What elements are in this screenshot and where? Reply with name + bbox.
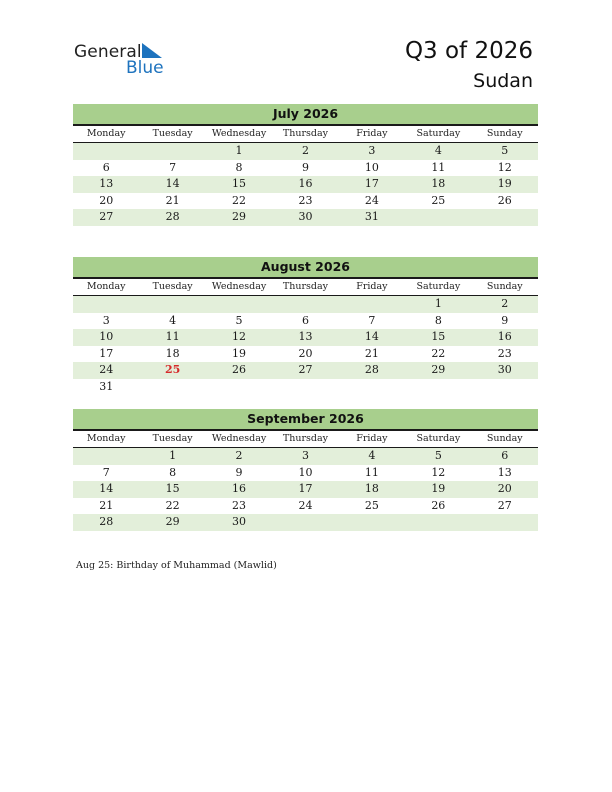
empty-cell bbox=[206, 296, 272, 313]
date-cell: 25 bbox=[364, 498, 379, 512]
date-cell: 3 bbox=[368, 144, 376, 157]
date-cell: 31 bbox=[364, 210, 379, 223]
date-cell: 4 bbox=[368, 449, 376, 462]
week-row bbox=[73, 346, 538, 363]
date-cell: 30 bbox=[232, 515, 247, 528]
date-cell: 27 bbox=[497, 498, 512, 512]
date-cell: 15 bbox=[232, 177, 247, 190]
empty-cell bbox=[339, 296, 405, 313]
week-row bbox=[73, 313, 538, 330]
date-cell: 6 bbox=[102, 160, 110, 174]
empty-cell bbox=[139, 143, 205, 160]
empty-cell bbox=[272, 379, 338, 396]
week-row bbox=[73, 296, 538, 313]
month-title: September 2026 bbox=[73, 409, 538, 431]
date-cell: 13 bbox=[298, 330, 313, 343]
weekday-label: Sunday bbox=[486, 433, 523, 444]
date-cell: 24 bbox=[364, 193, 379, 207]
date-cell: 11 bbox=[364, 465, 379, 479]
date-cell: 11 bbox=[431, 160, 446, 174]
date-cell: 24 bbox=[99, 363, 114, 376]
date-cell: 15 bbox=[431, 330, 446, 343]
empty-cell bbox=[472, 514, 538, 531]
holiday-date: 25 bbox=[164, 363, 181, 376]
date-cell: 6 bbox=[301, 313, 309, 327]
date-cell: 20 bbox=[497, 482, 512, 495]
date-cell: 29 bbox=[165, 515, 180, 528]
date-cell: 18 bbox=[165, 346, 180, 360]
weekday-label: Wednesday bbox=[211, 281, 267, 292]
date-cell: 12 bbox=[497, 160, 512, 174]
empty-cell bbox=[405, 379, 471, 396]
week-row bbox=[73, 379, 538, 396]
date-cell: 10 bbox=[99, 330, 114, 343]
month-title: July 2026 bbox=[73, 104, 538, 126]
date-cell: 12 bbox=[232, 330, 247, 343]
empty-cell bbox=[139, 379, 205, 396]
date-cell: 19 bbox=[497, 177, 512, 190]
date-cell: 30 bbox=[298, 210, 313, 223]
week-row bbox=[73, 160, 538, 177]
date-cell: 2 bbox=[235, 449, 243, 462]
date-cell: 1 bbox=[434, 297, 442, 310]
date-cell: 11 bbox=[165, 330, 180, 343]
date-cell: 5 bbox=[434, 449, 442, 462]
date-cell: 26 bbox=[431, 498, 446, 512]
date-cell: 20 bbox=[298, 346, 313, 360]
weekday-label: Saturday bbox=[416, 128, 461, 139]
weekday-label: Thursday bbox=[282, 281, 329, 292]
brand-triangle-icon bbox=[142, 43, 164, 61]
date-cell: 12 bbox=[431, 465, 446, 479]
date-cell: 5 bbox=[501, 144, 509, 157]
weekday-label: Monday bbox=[86, 433, 126, 444]
date-cell: 20 bbox=[99, 193, 114, 207]
date-cell: 30 bbox=[497, 363, 512, 376]
week-row bbox=[73, 362, 538, 379]
date-cell: 3 bbox=[102, 313, 110, 327]
week-row bbox=[73, 448, 538, 465]
date-cell: 7 bbox=[102, 465, 110, 479]
weekday-label: Monday bbox=[86, 128, 126, 139]
week-row bbox=[73, 465, 538, 482]
date-cell: 27 bbox=[99, 210, 114, 223]
empty-cell bbox=[405, 209, 471, 226]
date-cell: 7 bbox=[169, 160, 177, 174]
date-cell: 27 bbox=[298, 363, 313, 376]
date-cell: 22 bbox=[431, 346, 446, 360]
weekday-label: Tuesday bbox=[152, 281, 193, 292]
date-cell: 16 bbox=[298, 177, 313, 190]
date-cell: 28 bbox=[364, 363, 379, 376]
month-title: August 2026 bbox=[73, 257, 538, 279]
week-row bbox=[73, 329, 538, 346]
brand-line2: Blue bbox=[126, 58, 164, 78]
week-row bbox=[73, 481, 538, 498]
month-july bbox=[73, 104, 538, 226]
weekday-label: Friday bbox=[356, 281, 388, 292]
date-cell: 16 bbox=[232, 482, 247, 495]
date-cell: 18 bbox=[431, 177, 446, 190]
brand-line1: General bbox=[74, 42, 142, 62]
brand-logo bbox=[74, 42, 184, 78]
week-row bbox=[73, 209, 538, 226]
week-row bbox=[73, 498, 538, 515]
date-cell: 21 bbox=[165, 193, 180, 207]
weekday-label: Saturday bbox=[416, 433, 461, 444]
date-cell: 17 bbox=[364, 177, 379, 190]
date-cell: 23 bbox=[497, 346, 512, 360]
empty-cell bbox=[272, 296, 338, 313]
date-cell: 14 bbox=[99, 482, 114, 495]
empty-cell bbox=[339, 379, 405, 396]
weekday-header bbox=[73, 126, 538, 143]
date-cell: 4 bbox=[169, 313, 177, 327]
date-cell: 29 bbox=[431, 363, 446, 376]
date-cell: 19 bbox=[232, 346, 247, 360]
date-cell: 9 bbox=[301, 160, 309, 174]
date-cell: 3 bbox=[301, 449, 309, 462]
week-row bbox=[73, 143, 538, 160]
date-cell: 4 bbox=[434, 144, 442, 157]
date-cell: 9 bbox=[501, 313, 509, 327]
date-cell: 21 bbox=[99, 498, 114, 512]
date-cell: 25 bbox=[431, 193, 446, 207]
date-cell: 5 bbox=[235, 313, 243, 327]
date-cell: 21 bbox=[364, 346, 379, 360]
weekday-label: Wednesday bbox=[211, 433, 267, 444]
date-cell: 8 bbox=[235, 160, 243, 174]
date-cell: 8 bbox=[169, 465, 177, 479]
weekday-label: Tuesday bbox=[152, 128, 193, 139]
date-cell: 6 bbox=[501, 449, 509, 462]
date-cell: 24 bbox=[298, 498, 313, 512]
weekday-label: Thursday bbox=[282, 128, 329, 139]
empty-cell bbox=[139, 296, 205, 313]
date-cell: 2 bbox=[301, 144, 309, 157]
empty-cell bbox=[73, 143, 139, 160]
date-cell: 17 bbox=[298, 482, 313, 495]
weekday-header bbox=[73, 431, 538, 448]
date-cell: 23 bbox=[298, 193, 313, 207]
date-cell: 28 bbox=[99, 515, 114, 528]
country-name: Sudan bbox=[473, 70, 533, 92]
date-cell: 31 bbox=[99, 379, 114, 393]
date-cell: 1 bbox=[169, 449, 177, 462]
date-cell: 9 bbox=[235, 465, 243, 479]
date-cell: 14 bbox=[165, 177, 180, 190]
weekday-label: Monday bbox=[86, 281, 126, 292]
date-cell: 19 bbox=[431, 482, 446, 495]
date-cell: 26 bbox=[232, 363, 247, 376]
date-cell: 13 bbox=[497, 465, 512, 479]
date-cell: 22 bbox=[232, 193, 247, 207]
empty-cell bbox=[339, 514, 405, 531]
holiday-note: Aug 25: Birthday of Muhammad (Mawlid) bbox=[76, 560, 277, 571]
date-cell: 7 bbox=[368, 313, 376, 327]
weekday-label: Sunday bbox=[486, 128, 523, 139]
date-cell: 28 bbox=[165, 210, 180, 223]
date-cell: 18 bbox=[364, 482, 379, 495]
page-title: Q3 of 2026 bbox=[404, 38, 533, 64]
date-cell: 16 bbox=[497, 330, 512, 343]
date-cell: 15 bbox=[165, 482, 180, 495]
date-cell: 29 bbox=[232, 210, 247, 223]
empty-cell bbox=[73, 296, 139, 313]
weekday-label: Tuesday bbox=[152, 433, 193, 444]
weekday-label: Friday bbox=[356, 433, 388, 444]
date-cell: 1 bbox=[235, 144, 243, 157]
week-row bbox=[73, 176, 538, 193]
empty-cell bbox=[272, 514, 338, 531]
empty-cell bbox=[73, 448, 139, 465]
date-cell: 22 bbox=[165, 498, 180, 512]
date-cell: 14 bbox=[364, 330, 379, 343]
empty-cell bbox=[405, 514, 471, 531]
weekday-label: Thursday bbox=[282, 433, 329, 444]
weekday-label: Friday bbox=[356, 128, 388, 139]
week-row bbox=[73, 193, 538, 210]
month-august bbox=[73, 257, 538, 395]
empty-cell bbox=[472, 209, 538, 226]
weekday-header bbox=[73, 279, 538, 296]
date-cell: 26 bbox=[497, 193, 512, 207]
weekday-label: Saturday bbox=[416, 281, 461, 292]
weekday-label: Wednesday bbox=[211, 128, 267, 139]
month-september bbox=[73, 409, 538, 531]
date-cell: 10 bbox=[364, 160, 379, 174]
date-cell: 23 bbox=[232, 498, 247, 512]
date-cell: 10 bbox=[298, 465, 313, 479]
weekday-label: Sunday bbox=[486, 281, 523, 292]
empty-cell bbox=[472, 379, 538, 396]
date-cell: 13 bbox=[99, 177, 114, 190]
date-cell: 2 bbox=[501, 297, 509, 310]
date-cell: 8 bbox=[434, 313, 442, 327]
empty-cell bbox=[206, 379, 272, 396]
date-cell: 17 bbox=[99, 346, 114, 360]
week-row bbox=[73, 514, 538, 531]
